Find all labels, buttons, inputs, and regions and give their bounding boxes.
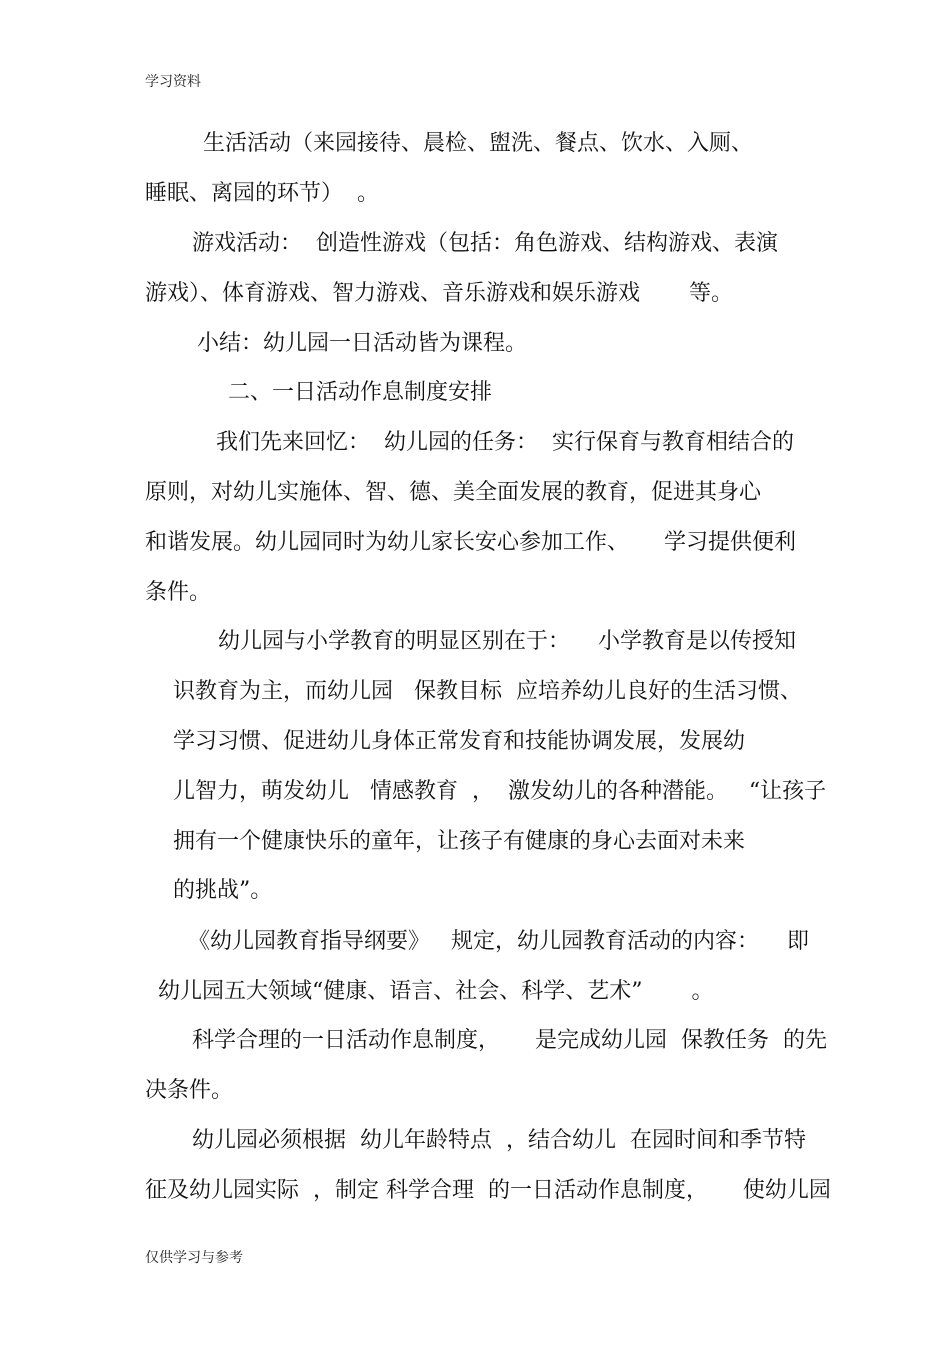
- text-line: 游戏活动： 创造性游戏（包括：角色游戏、结构游戏、表演: [192, 231, 778, 256]
- text-line: 科学合理的一日活动作息制度， 是完成幼儿园 保教任务 的先: [192, 1028, 827, 1053]
- text-line: 幼儿园必须根据 幼儿年龄特点 ，结合幼儿 在园时间和季节特: [192, 1128, 806, 1153]
- text-line: 识教育为主，而幼儿园 保教目标 应培养幼儿良好的生活习惯、: [173, 679, 802, 704]
- text-line: 生活活动（来园接待、晨检、盥洗、餐点、饮水、入厕、: [203, 131, 754, 156]
- text-line: 条件。: [145, 580, 212, 605]
- text-line: 我们先来回忆： 幼儿园的任务： 实行保育与教育相结合的: [216, 430, 794, 455]
- section-heading: 二、一日活动作息制度安排: [228, 380, 493, 405]
- text-line: 幼儿园与小学教育的明显区别在于： 小学教育是以传授知: [218, 629, 796, 654]
- text-line: 拥有一个健康快乐的童年，让孩子有健康的身心去面对未来: [173, 829, 746, 854]
- page-header: 学习资料: [145, 74, 201, 90]
- text-line: 原则，对幼儿实施体、智、德、美全面发展的教育，促进其身心: [145, 480, 762, 505]
- text-line: 小结：幼儿园一日活动皆为课程。: [197, 331, 528, 356]
- text-line: 儿智力，萌发幼儿 情感教育 ， 激发幼儿的各种潜能。 “让孩子: [173, 779, 827, 804]
- text-line: 和谐发展。幼儿园同时为幼儿家长安心参加工作、 学习提供便利: [145, 530, 796, 555]
- text-line: 决条件。: [145, 1078, 234, 1103]
- text-line: 征及幼儿园实际 ，制定 科学合理 的一日活动作息制度， 使幼儿园: [145, 1178, 831, 1203]
- page-footer: 仅供学习与参考: [145, 1250, 243, 1266]
- text-line: 睡眠、离园的环节） 。: [145, 181, 379, 206]
- text-line: 《幼儿园教育指导纲要》 规定，幼儿园教育活动的内容： 即: [188, 929, 809, 954]
- text-line: 游戏）、体育游戏、智力游戏、音乐游戏和娱乐游戏 等。: [145, 281, 733, 306]
- text-line: 幼儿园五大领域“健康、语言、社会、科学、艺术” 。: [158, 979, 714, 1004]
- text-line: 的挑战”。: [173, 878, 273, 903]
- text-line: 学习习惯、促进幼儿身体正常发育和技能协调发展，发展幼: [173, 729, 746, 754]
